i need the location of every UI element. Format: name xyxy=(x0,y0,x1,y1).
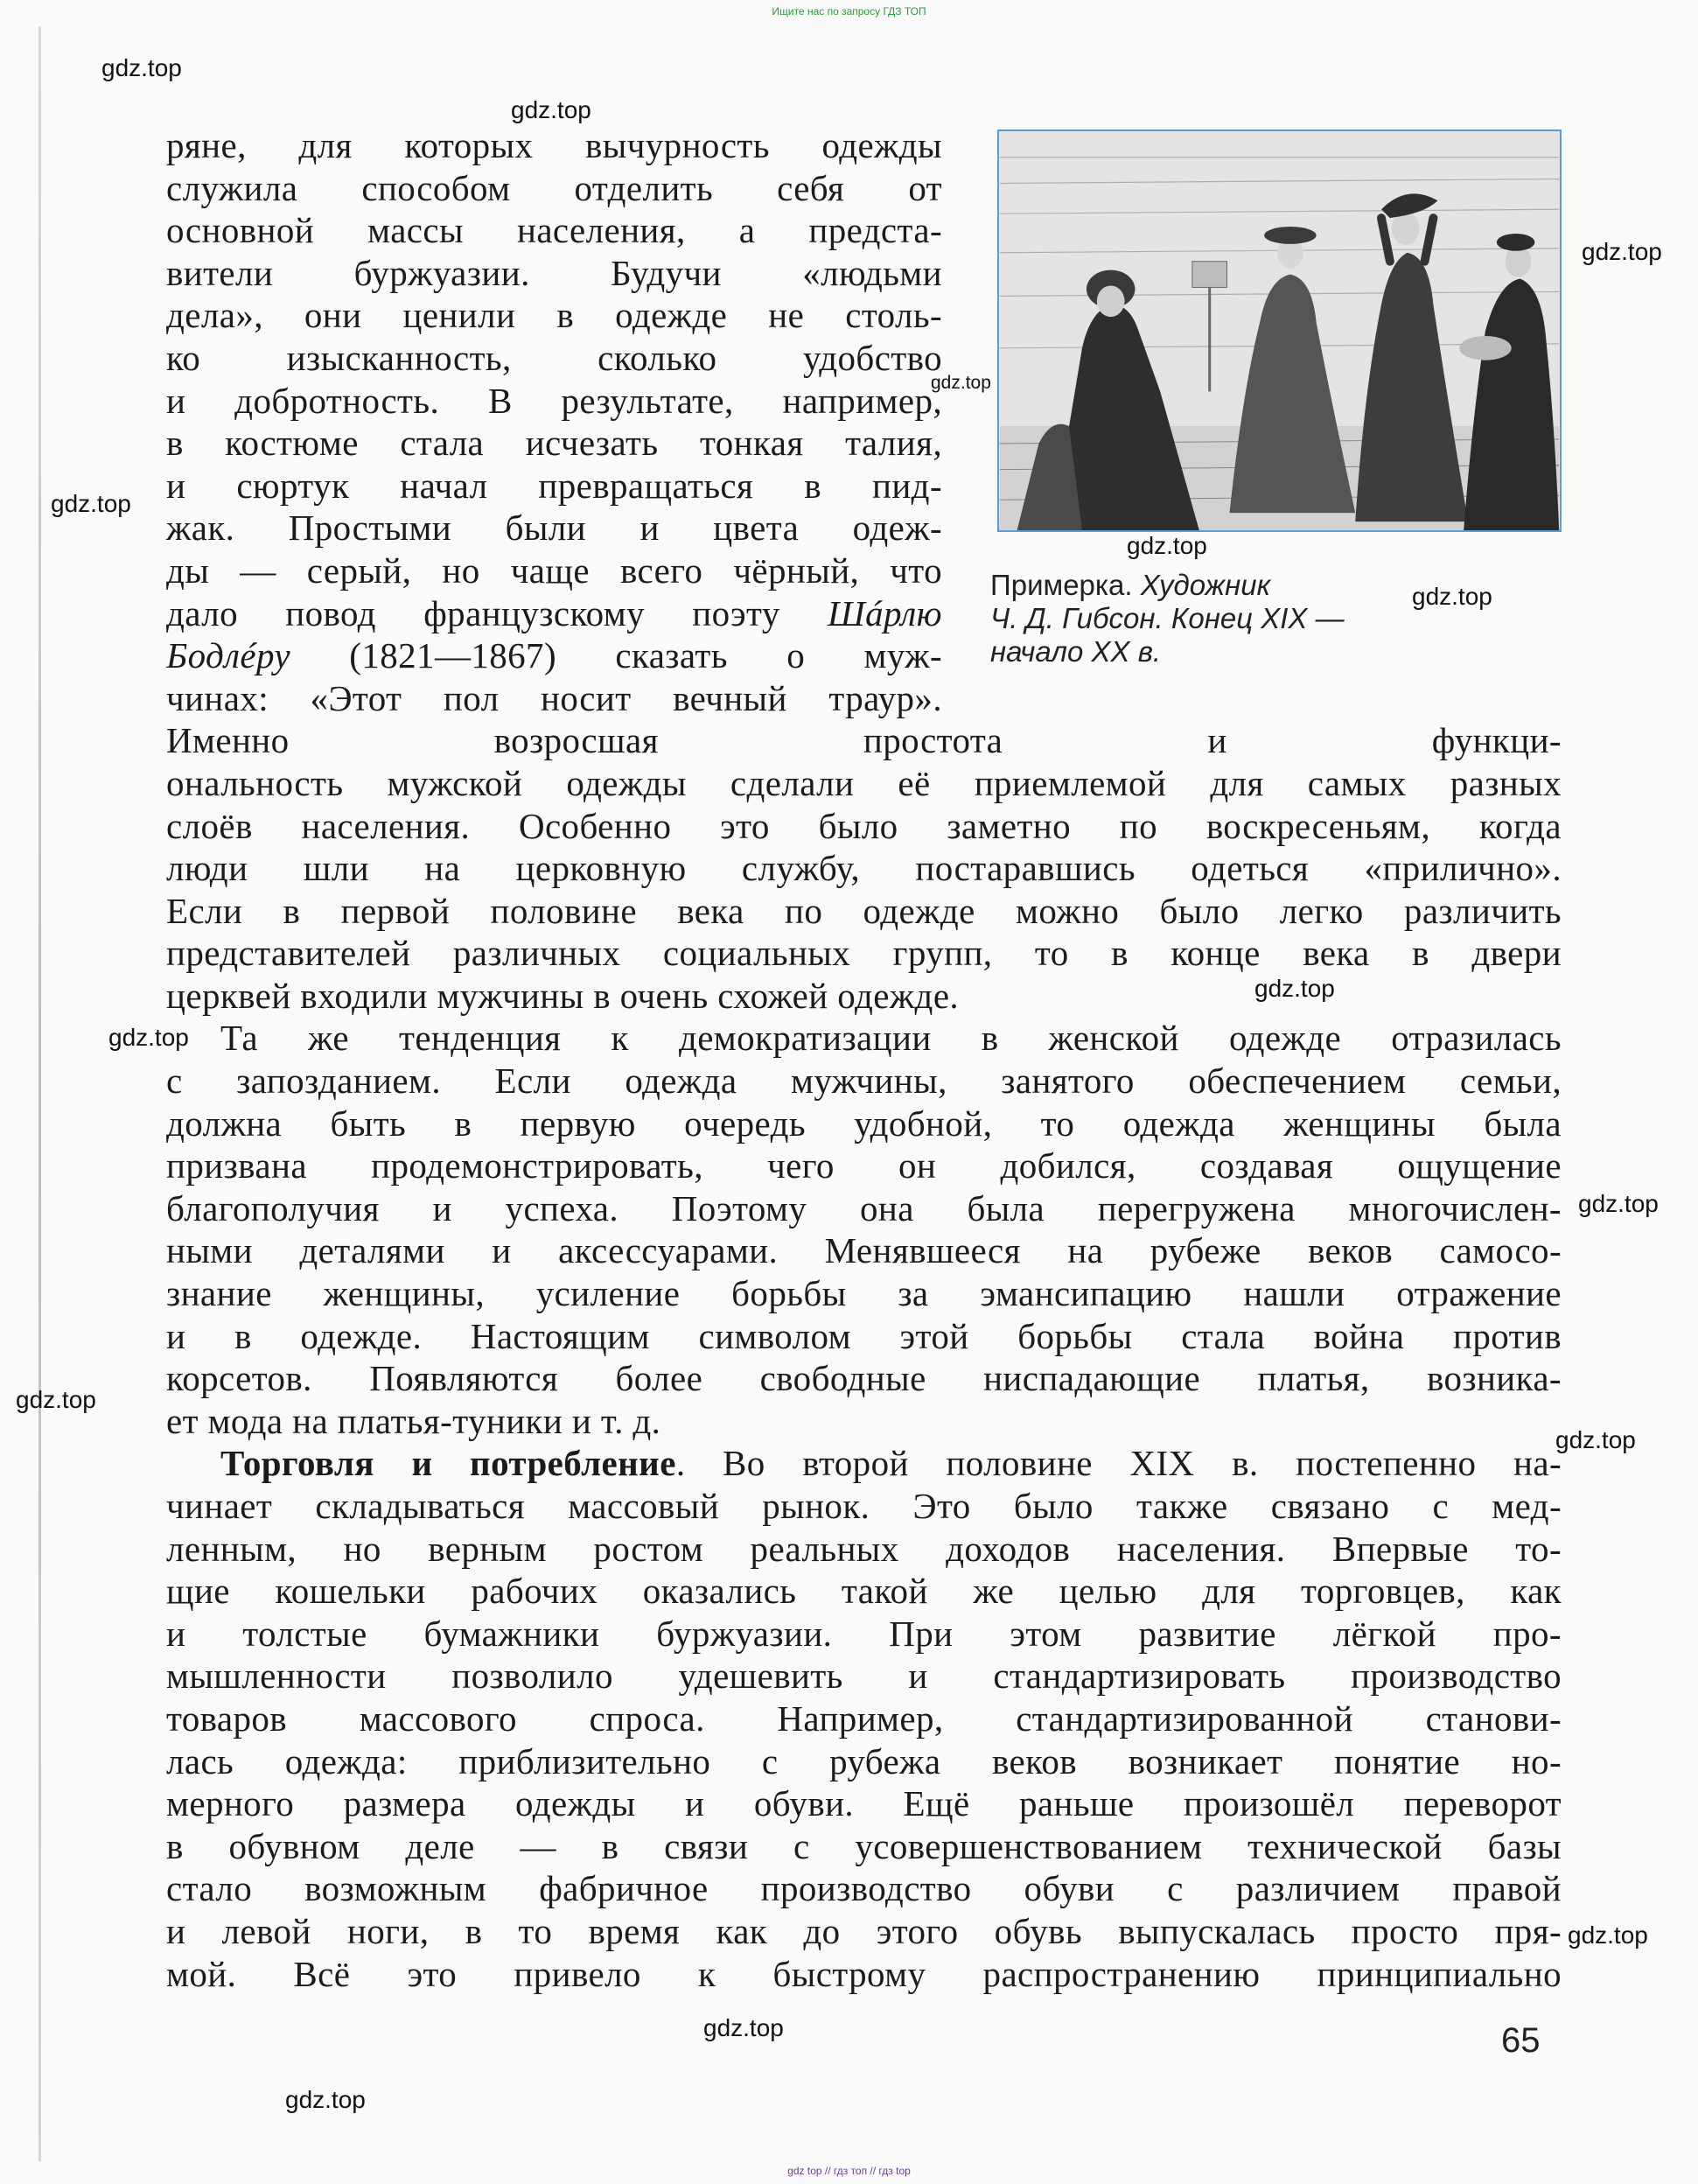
watermark: gdz.top xyxy=(1582,238,1662,265)
watermark: gdz.top xyxy=(1254,975,1335,1002)
text-line xyxy=(166,167,942,210)
page-edge xyxy=(38,26,41,2161)
text-line xyxy=(166,422,942,465)
text-run: и сюртук начал превращаться в пид- xyxy=(166,465,942,506)
text-line xyxy=(166,1357,1562,1400)
text-run: лась одежда: приблизительно с рубежа веков возникает понятие но- xyxy=(166,1740,1562,1782)
text-run: жак. Простыми были и цвета одеж- xyxy=(166,508,942,549)
text-run: в костюме стала исчезать тонкая талия, xyxy=(166,423,942,464)
text-line xyxy=(166,1910,1562,1953)
text-line xyxy=(166,847,1562,890)
text-line xyxy=(166,380,942,423)
text-line xyxy=(166,465,942,508)
watermark: gdz.top xyxy=(108,1024,189,1051)
text-run: Именно возросшая простота и функци- xyxy=(166,720,1562,761)
watermark: gdz.top xyxy=(1578,1190,1659,1217)
text-run: ряне, для которых вычурность одежды xyxy=(166,125,942,165)
text-line xyxy=(166,1187,1562,1230)
text-run: ленным, но верным ростом реальных доходов населения. Впервые то- xyxy=(166,1528,1562,1569)
text-run: мой. Всё это привело к быстрому распространению принципиально xyxy=(166,1953,1562,1994)
text-line xyxy=(166,1782,1562,1825)
text-line xyxy=(166,1400,1562,1443)
text-line xyxy=(166,1017,1562,1060)
text-run: корсетов. Появляются более свободные ниспадающие платья, возника- xyxy=(166,1358,1562,1399)
text-line xyxy=(166,1613,1562,1656)
watermark: gdz.top xyxy=(51,490,131,517)
text-line xyxy=(166,634,942,677)
text-run: щие кошельки рабочих оказались такой же целью для торговцев, как xyxy=(166,1571,1562,1612)
footer-note: gdz top // гдз топ // гдз top xyxy=(787,2165,911,2177)
text-line xyxy=(166,805,1562,848)
caption-line-3: начало XX в. xyxy=(990,635,1162,668)
text-line xyxy=(166,337,942,380)
text-run: ональность мужской одежды сделали её приемлемой для самых разных xyxy=(166,762,1562,803)
watermark: gdz.top xyxy=(1127,532,1207,559)
text-run: знание женщины, усиление борьбы за эмансипацию нашли отражение xyxy=(166,1273,1562,1314)
text-run: церквей входили мужчины в очень схожей одежде. xyxy=(166,975,960,1016)
watermark: gdz.top xyxy=(1568,1922,1648,1949)
text-line xyxy=(166,1655,1562,1698)
text-line xyxy=(166,1315,1562,1358)
text-run: представителей различных социальных групп, то в конце века в двери xyxy=(166,933,1562,974)
text-run: дела», они ценили в одежде не столь- xyxy=(166,295,942,336)
text-run: дало повод французскому поэту xyxy=(166,592,828,634)
text-run: Если в первой половине века по одежде можно было легко различить xyxy=(166,890,1562,931)
text-line xyxy=(166,1570,1562,1613)
caption-title: Примерка. xyxy=(990,569,1141,601)
italic-name: Бодлéру xyxy=(166,635,290,676)
text-line xyxy=(166,719,1562,762)
text-run: мерного размера одежды и обуви. Ещё раньше произошёл переворот xyxy=(166,1783,1562,1824)
text-run: ды — серый, но чаще всего чёрный, что xyxy=(166,550,942,591)
text-line xyxy=(166,1867,1562,1910)
text-run: товаров массового спроса. Например, стандартизированной станови- xyxy=(166,1698,1562,1739)
text-run: основной массы населения, а предста- xyxy=(166,210,942,251)
text-run: благополучия и успеха. Поэтому она была перегружена многочислен- xyxy=(166,1187,1562,1228)
watermark: gdz.top xyxy=(101,54,182,81)
text-line xyxy=(166,1102,1562,1145)
text-run: в обувном деле — в связи с усовершенствованием технической базы xyxy=(166,1825,1562,1866)
text-run: с запозданием. Если одежда мужчины, занятого обеспечением семьи, xyxy=(166,1060,1562,1102)
text-line xyxy=(166,1485,1562,1528)
watermark: gdz.top xyxy=(511,96,591,123)
text-line xyxy=(166,1060,1562,1102)
text-run: чинах: «Этот пол носит вечный траур». xyxy=(166,677,942,718)
text-line xyxy=(166,677,942,720)
text-run: Та же тенденция к демократизации в женской одежде отразилась xyxy=(220,1018,1562,1059)
header-note: Ищите нас по запросу ГДЗ ТОП xyxy=(772,5,926,18)
text-run: и левой ноги, в то время как до этого обувь выпускалась просто пря- xyxy=(166,1910,1562,1951)
text-line xyxy=(166,1144,1562,1187)
text-run: люди шли на церковную службу, постаравшись одеться «прилично». xyxy=(166,848,1562,889)
text-run: (1821—1867) сказать о муж- xyxy=(290,635,942,676)
text-line xyxy=(166,294,942,337)
watermark: gdz.top xyxy=(931,373,991,393)
text-run: чинает складываться массовый рынок. Это было также связано с мед- xyxy=(166,1486,1562,1526)
watermark: gdz.top xyxy=(1412,583,1492,610)
text-line xyxy=(166,124,942,167)
watermark: gdz.top xyxy=(1555,1426,1636,1453)
text-line xyxy=(166,1528,1562,1571)
text-run: мышленности позволило удешевить и стандартизировать производство xyxy=(166,1656,1562,1697)
text-run: стало возможным фабричное производство обуви с различием правой xyxy=(166,1868,1562,1909)
text-line xyxy=(166,1229,1562,1272)
text-line xyxy=(166,975,1562,1018)
text-run: ко изысканность, сколько удобство xyxy=(166,337,942,378)
text-line xyxy=(166,252,942,295)
text-run: вители буржуазии. Будучи «людьми xyxy=(166,252,942,293)
text-run: . Во второй половине XIX в. постепенно на- xyxy=(675,1443,1562,1484)
text-line xyxy=(166,1825,1562,1868)
text-run: и толстые бумажники буржуазии. При этом развитие лёгкой про- xyxy=(166,1613,1562,1654)
text-line xyxy=(166,1740,1562,1783)
text-line xyxy=(166,209,942,252)
text-run: ет мода на платья-туники и т. д. xyxy=(166,1400,661,1441)
text-run: должна быть в первую очередь удобной, то одежда женщины была xyxy=(166,1102,1562,1144)
caption-line-2: Ч. Д. Гибсон. Конец XIX — xyxy=(990,602,1345,634)
section-heading: Торговля и потребление xyxy=(220,1443,676,1484)
text-line xyxy=(166,932,1562,975)
text-run: и в одежде. Настоящим символом этой борьбы стала война против xyxy=(166,1315,1562,1356)
watermark: gdz.top xyxy=(16,1386,96,1413)
text-line xyxy=(166,762,1562,805)
text-line xyxy=(166,890,1562,933)
italic-name: Шáрлю xyxy=(828,592,942,634)
watermark: gdz.top xyxy=(703,2014,784,2041)
text-line xyxy=(166,592,942,635)
watermark: gdz.top xyxy=(285,2086,366,2113)
text-line xyxy=(166,1953,1562,1996)
text-run: ными деталями и аксессуарами. Менявшееся на рубеже веков самосо- xyxy=(166,1230,1562,1271)
text-line xyxy=(166,507,942,550)
text-line xyxy=(166,1442,1562,1485)
text-line xyxy=(166,1698,1562,1740)
caption-artist-label: Художник xyxy=(1140,569,1271,601)
text-line xyxy=(166,1272,1562,1315)
page-number: 65 xyxy=(1501,2021,1541,2060)
text-run: слоёв населения. Особенно это было заметно по воскресеньям, когда xyxy=(166,805,1562,846)
text-run: и добротность. В результате, например, xyxy=(166,380,942,421)
text-line xyxy=(166,550,942,592)
text-run: призвана продемонстрировать, чего он добился, создавая ощущение xyxy=(166,1145,1562,1186)
body-text xyxy=(166,124,1562,1995)
text-run: служила способом отделить себя от xyxy=(166,167,942,208)
